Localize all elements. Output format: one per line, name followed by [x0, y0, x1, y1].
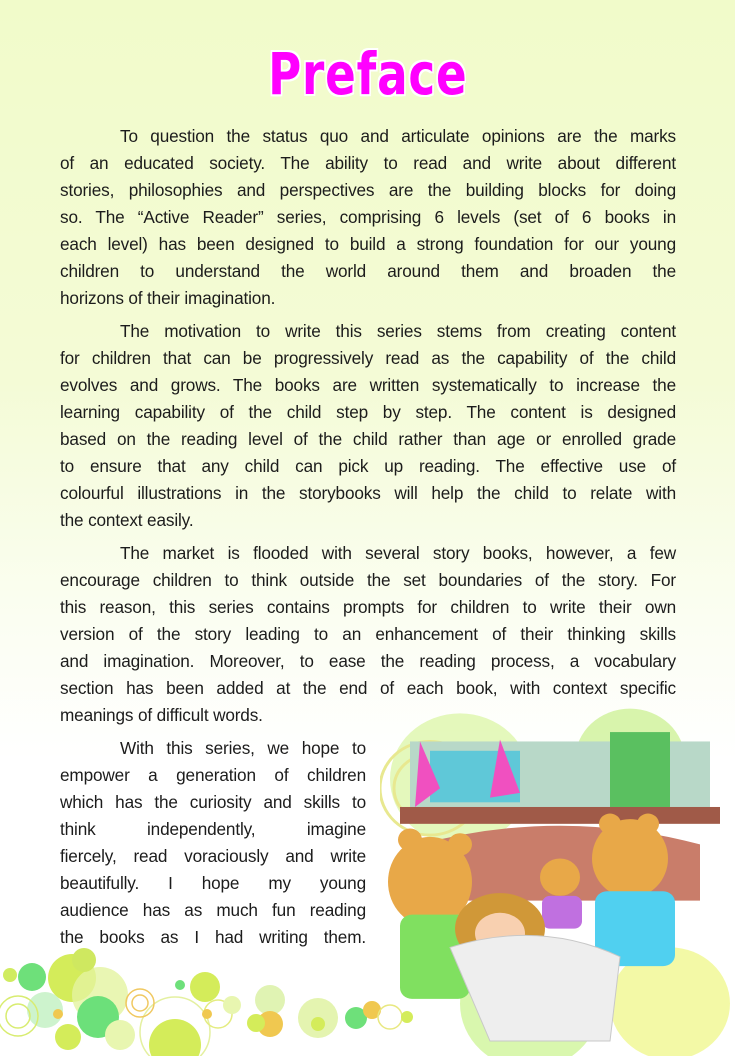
paragraph [60, 735, 366, 951]
paragraph [60, 540, 676, 729]
text-line: and imagination. Moreover, to ease the reading process, a vocabulary [60, 651, 676, 671]
text-line: With this series, we hope to [120, 738, 366, 758]
bear-ear [637, 814, 659, 835]
text-line: beautifully. I hope my young [60, 873, 366, 893]
paragraph [60, 123, 676, 312]
decorative-circles [0, 940, 450, 1056]
text-line: The market is flooded with several story books, however, a few [120, 543, 676, 563]
shelf [400, 807, 720, 824]
text-line: for children that can be progressively read as the capability of the child [60, 348, 676, 368]
text-line: of an educated society. The ability to read and write about different [60, 153, 676, 173]
baby-bear-head [540, 858, 580, 895]
text-line: colourful illustrations in the storybooks will help the child to relate with [60, 483, 676, 503]
text-line: this reason, this series contains prompts for children to write their own [60, 597, 676, 617]
text-line: evolves and grows. The books are written systematically to increase the [60, 375, 676, 395]
text-line: which has the curiosity and skills to [60, 792, 366, 812]
text-line: based on the reading level of the child rather than age or enrolled grade [60, 429, 676, 449]
page-title [0, 40, 735, 108]
text-line: the context easily. [60, 510, 194, 530]
text-line: empower a generation of children [60, 765, 366, 785]
bear-ear [398, 829, 422, 851]
text-line: audience has as much fun reading [60, 900, 366, 920]
text-line: learning capability of the child step by step. The content is designed [60, 402, 676, 422]
text-line: to ensure that any child can pick up reading. The effective use of [60, 456, 676, 476]
text-line: horizons of their imagination. [60, 288, 276, 308]
page-title-text: Preface [267, 40, 468, 108]
bear-ear [599, 814, 621, 835]
text-line: each level) has been designed to build a strong foundation for our young [60, 234, 676, 254]
text-line: children to understand the world around them and broaden the [60, 261, 676, 281]
text-line: section has been added at the end of each book, with context specific [60, 678, 676, 698]
book [610, 732, 670, 807]
text-line: version of the story leading to an enhancement of their thinking skills [60, 624, 676, 644]
text-line: so. The “Active Reader” series, comprising 6 levels (set of 6 books in [60, 207, 676, 227]
text-line: The motivation to write this series stems from creating content [120, 321, 676, 341]
text-line: think independently, imagine [60, 819, 366, 839]
baby-bear-shirt [542, 896, 582, 929]
text-line: To question the status quo and articulate opinions are the marks [120, 126, 676, 146]
dot-group [0, 948, 413, 1056]
text-line: fiercely, read voraciously and write [60, 846, 366, 866]
paragraph [60, 318, 676, 534]
text-line: stories, philosophies and perspectives are the building blocks for doing [60, 180, 676, 200]
text-line: meanings of difficult words. [60, 705, 263, 725]
text-line: encourage children to think outside the set boundaries of the story. For [60, 570, 676, 590]
bear-ear [448, 833, 472, 855]
text-line: the books as I had writing them. [60, 927, 366, 947]
